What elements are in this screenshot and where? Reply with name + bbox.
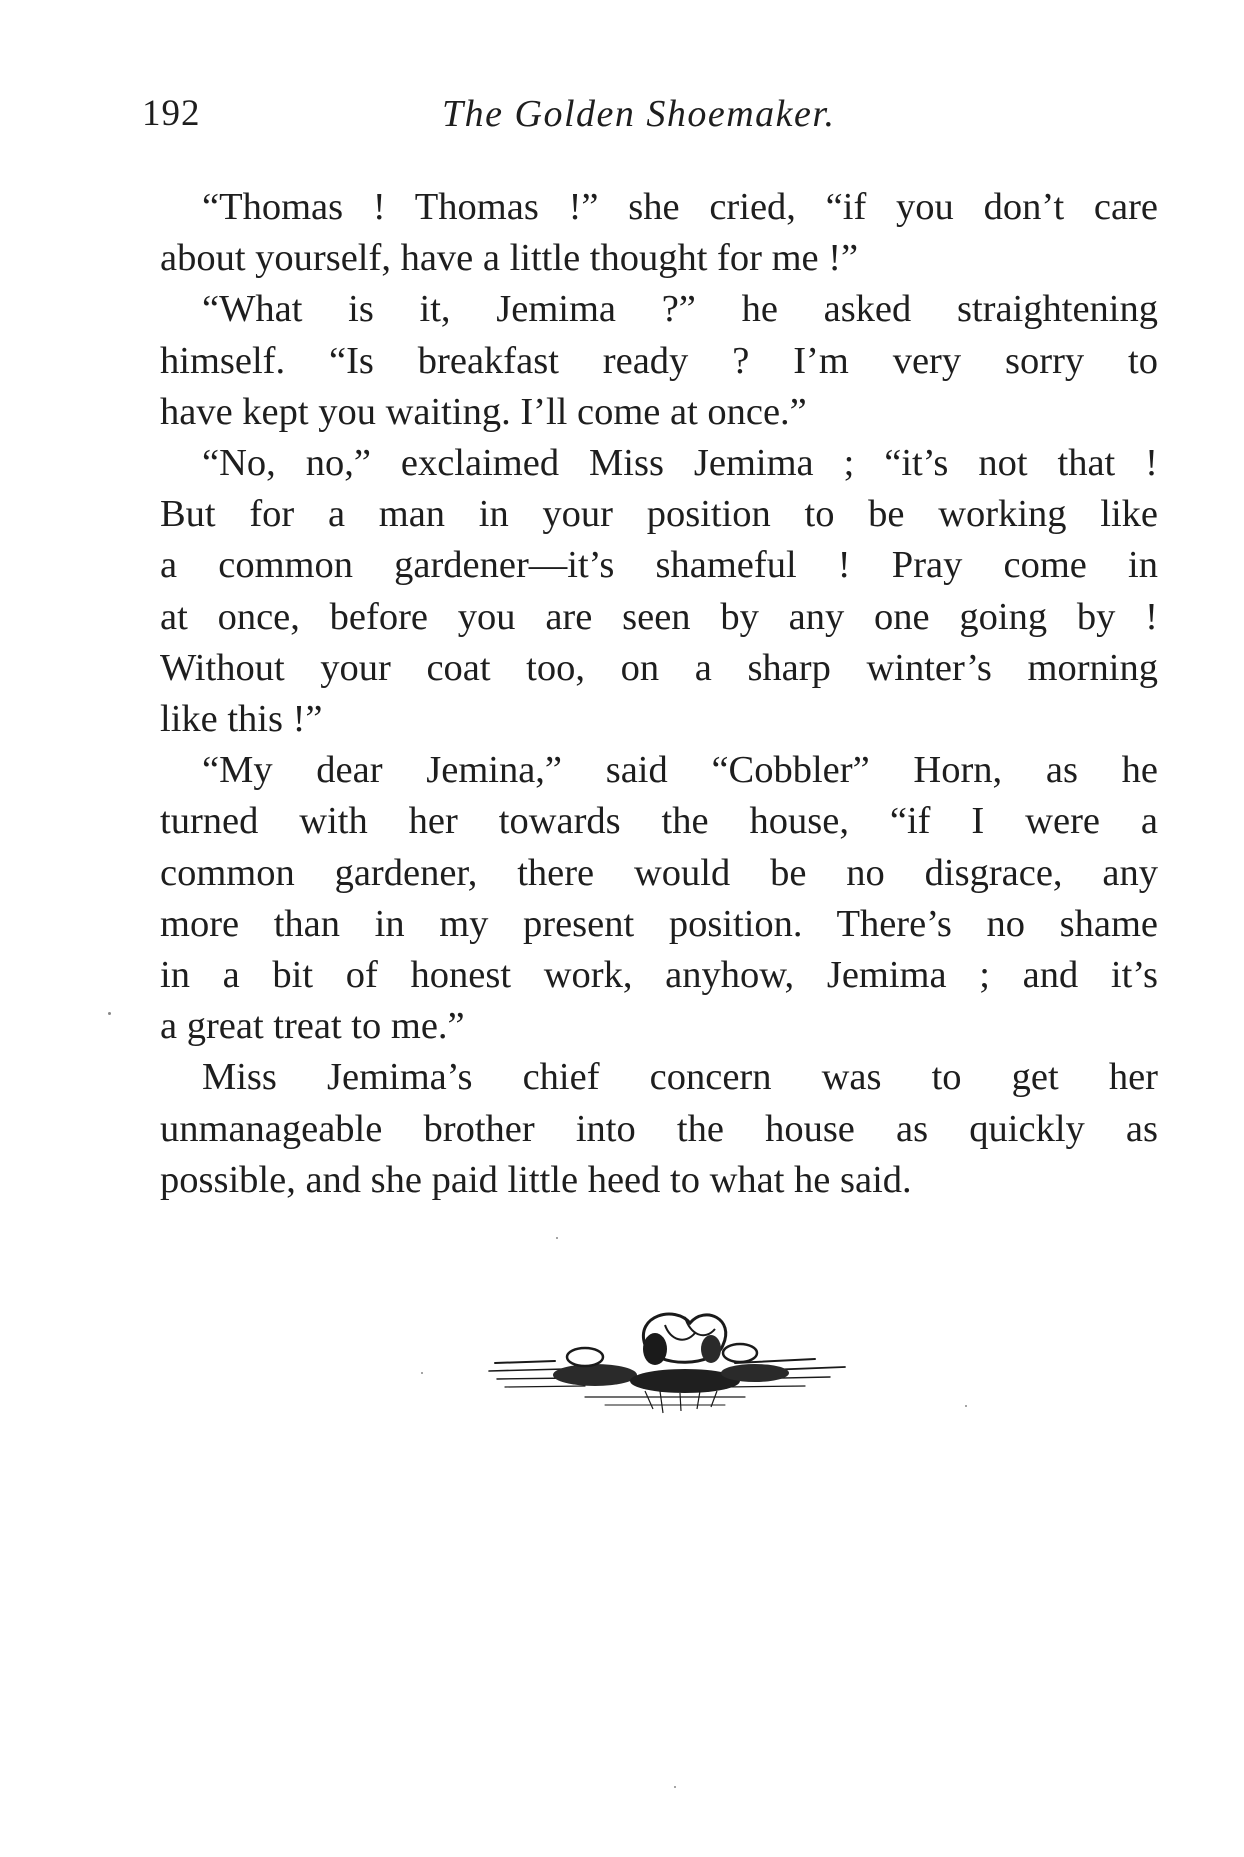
- text-line: at once, before you are seen by any one going by !: [160, 595, 1158, 638]
- paragraph: [160, 1052, 1158, 1206]
- print-speck: [674, 1786, 676, 1788]
- running-head: [142, 92, 1162, 142]
- text-line: turned with her towards the house, “if I were a: [160, 800, 1158, 843]
- print-speck: [556, 1237, 558, 1239]
- paragraph: [160, 745, 1158, 1052]
- text-line: a common gardener—it’s shameful ! Pray come in: [160, 544, 1158, 587]
- text-line: Miss Jemima’s chief concern was to get her: [202, 1056, 1158, 1099]
- text-line: about yourself, have a little thought for me !”: [160, 237, 859, 280]
- text-line: “What is it, Jemima ?” he asked straightening: [202, 288, 1158, 331]
- text-line: in a bit of honest work, anyhow, Jemima ; and it’s: [160, 954, 1158, 997]
- body-text: [160, 182, 1158, 1206]
- text-line: But for a man in your position to be working like: [160, 493, 1158, 536]
- text-line: like this !”: [160, 698, 323, 741]
- page-number: 192: [142, 93, 201, 134]
- text-line: more than in my present position. There’s no shame: [160, 902, 1158, 945]
- print-speck: [421, 1372, 423, 1374]
- print-speck: [965, 1405, 967, 1407]
- paragraph: [160, 284, 1158, 438]
- text-line: unmanageable brother into the house as quickly as: [160, 1107, 1158, 1150]
- text-line: “My dear Jemina,” said “Cobbler” Horn, as he: [202, 749, 1158, 792]
- running-title: The Golden Shoemaker.: [442, 93, 836, 135]
- paragraph: [160, 182, 1158, 284]
- text-line: possible, and she paid little heed to what he said.: [160, 1158, 912, 1201]
- text-line: Without your coat too, on a sharp winter’s morning: [160, 646, 1158, 689]
- text-line: have kept you waiting. I’ll come at once.”: [160, 390, 807, 433]
- water-lily-vignette-icon: [485, 1305, 865, 1415]
- text-line: himself. “Is breakfast ready ? I’m very sorry to: [160, 339, 1158, 382]
- text-line: “No, no,” exclaimed Miss Jemima ; “it’s not that !: [202, 442, 1158, 485]
- text-line: “Thomas ! Thomas !” she cried, “if you don’t care: [202, 186, 1158, 228]
- text-line: common gardener, there would be no disgrace, any: [160, 851, 1158, 894]
- text-line: a great treat to me.”: [160, 1005, 465, 1048]
- print-speck: [108, 1012, 111, 1015]
- paragraph: [160, 438, 1158, 745]
